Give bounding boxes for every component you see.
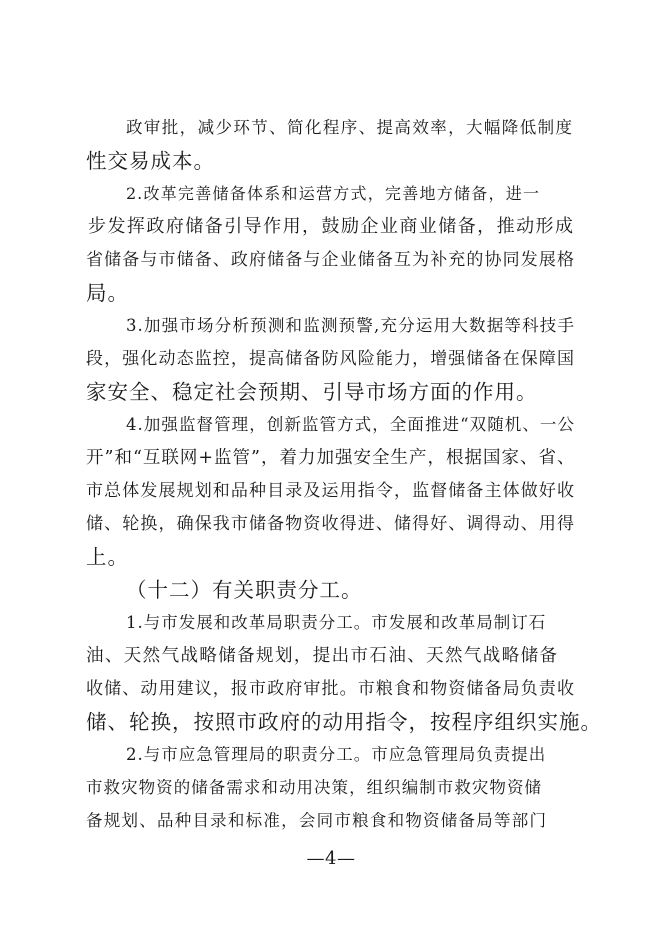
body-text-line: 省储备与市储备、政府储备与企业储备互为补充的协同发展格	[86, 250, 575, 270]
body-text-line: 开”和“互联网+监管”，着力加强安全生产，根据国家、省、	[86, 448, 576, 468]
body-text-line: 储、轮换，确保我市储备物资收得进、储得好、调得动、用得	[86, 514, 575, 534]
body-text-line: 2.改革完善储备体系和运营方式，完善地方储备，进一	[126, 184, 540, 203]
body-text-line: 3.加强市场分析预测和监测预警,充分运用大数据等科技手	[126, 316, 575, 335]
section-heading: （十二）有关职责分工。	[126, 578, 363, 602]
page-number: —4—	[306, 848, 356, 869]
body-text-line: 市救灾物资的储备需求和动用决策，组织编制市救灾物资储	[86, 778, 542, 797]
body-text-line: 备规划、品种目录和标准，会同市粮食和物资储备局等部门	[86, 811, 547, 830]
body-text-line: 油、天然气战略储备规划，提出市石油、天然气战略储备	[86, 646, 558, 666]
body-text-line: 4.加强监督管理，创新监管方式，全面推进“双随机、一公	[126, 415, 575, 434]
body-text-line: 性交易成本。	[86, 149, 215, 173]
body-text-line: 2.与市应急管理局的职责分工。市应急管理局负责提出	[126, 745, 547, 764]
body-text-line: 收储、动用建议，报市政府审批。市粮食和物资储备局负责收	[86, 679, 575, 699]
body-text-line: 上。	[86, 545, 129, 569]
body-text-line: 市总体发展规划和品种目录及运用指令，监督储备主体做好收	[86, 481, 575, 501]
body-text-line: 局。	[86, 281, 129, 305]
body-text-line: 储、轮换，按照市政府的动用指令，按程序组织实施。	[86, 710, 602, 734]
body-text-line: 家安全、稳定社会预期、引导市场方面的作用。	[86, 380, 538, 404]
body-text-line: 步发挥政府储备引导作用，鼓励企业商业储备，推动形成	[88, 216, 574, 237]
body-text-line: 段，强化动态监控，提高储备防风险能力，增强储备在保障国	[86, 349, 575, 369]
body-text-line: 1.与市发展和改革局职责分工。市发展和改革局制订石	[126, 613, 547, 632]
body-text-line: 政审批，减少环节、简化程序、提高效率，大幅降低制度	[126, 118, 573, 137]
